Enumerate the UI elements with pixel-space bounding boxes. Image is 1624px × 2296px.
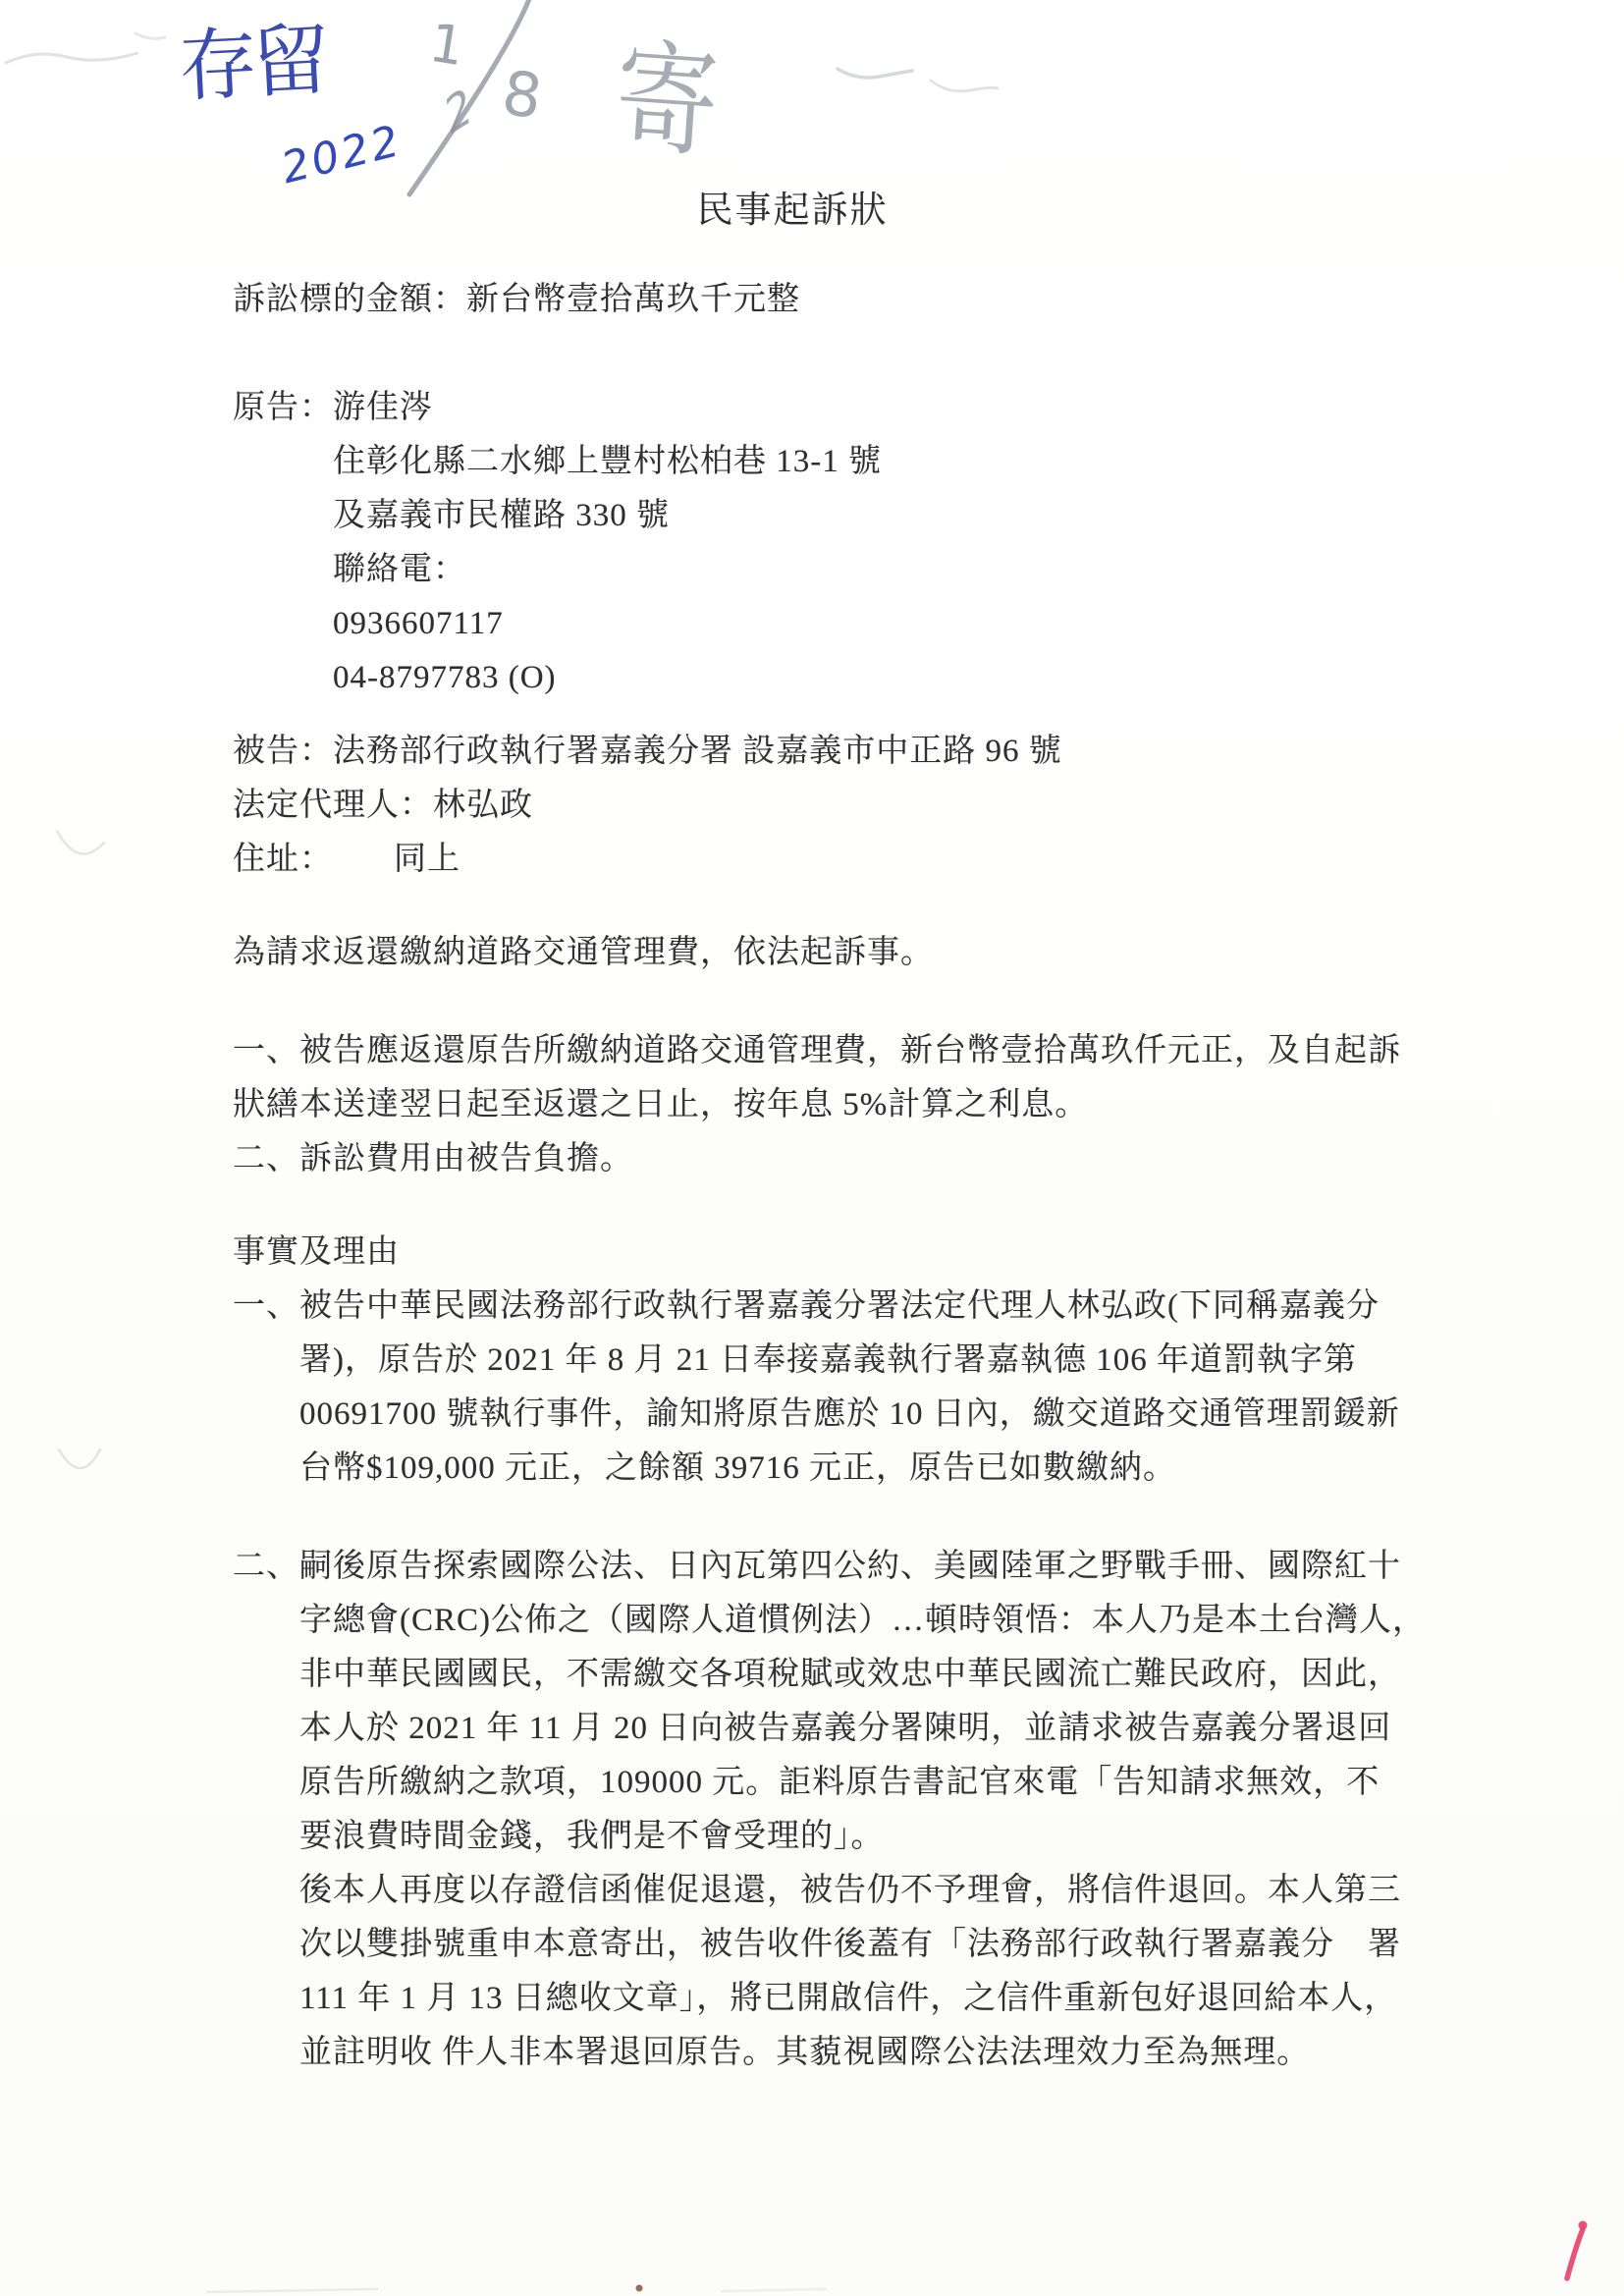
claim-item1-line2: 狀繕本送達翌日起至返還之日止，按年息 5%計算之利息。 [233, 1087, 1089, 1122]
fact2-line1: 二、嗣後原告探索國際公法、日內瓦第四公約、美國陸軍之野戰手冊、國際紅十 [233, 1549, 1401, 1584]
pencil-squiggle-icon [838, 69, 912, 78]
plaintiff-contact-label: 聯絡電： [333, 552, 466, 587]
pencil-scribble-icon [135, 33, 165, 38]
scan-edge-dash [206, 2289, 378, 2292]
cause-of-action-line: 為請求返還繳納道路交通管理費，依法起訴事。 [233, 935, 934, 970]
handwriting-date-numerator: 1 [425, 11, 469, 79]
red-pen-dot [1579, 2221, 1588, 2230]
paper-crease-arc [57, 831, 104, 854]
document-title: 民事起訴狀 [696, 191, 889, 231]
handwriting-send-character: 寄 [611, 27, 723, 175]
defendant-address-line [233, 836, 1470, 883]
plaintiff-phone-mobile: 0936607117 [333, 606, 504, 641]
fact2-line2: 字總會(CRC)公佈之（國際人道慣例法）…頓時領悟：本人乃是本土台灣人， [299, 1603, 1427, 1638]
fact1-line1: 一、被告中華民國法務部行政執行署嘉義分署法定代理人林弘政(下同稱嘉義分 [233, 1288, 1380, 1324]
pencil-squiggle-icon [931, 81, 998, 91]
fact1-line4: 台幣$109,000 元正，之餘額 39716 元正，原告已如數繳納。 [299, 1450, 1176, 1486]
handwriting-date-digit-8: 8 [498, 56, 547, 134]
plaintiff-address2: 及嘉義市民權路 330 號 [333, 498, 670, 533]
paper-crease-arc [59, 1449, 100, 1468]
defendant-representative-line: 法定代理人：林弘政 [233, 788, 533, 823]
red-pen-stroke [1567, 2229, 1583, 2278]
fact2-line3: 非中華民國國民，不需繳交各項稅賦或效忠中華民國流亡難民政府，因此， [299, 1657, 1401, 1692]
plaintiff-phone-office: 04-8797783 (O) [333, 660, 557, 695]
defendant-address-value: 同上 [394, 842, 460, 877]
handwriting-date-digit-2: 2 [442, 74, 475, 148]
fact2-line6: 要浪費時間金錢，我們是不會受理的」。 [299, 1819, 885, 1854]
fact2-line8: 次以雙掛號重申本意寄出，被告收件後蓋有「法務部行政執行署嘉義分 署 [299, 1927, 1401, 1962]
fact2-line4: 本人於 2021 年 11 月 20 日向被告嘉義分署陳明，並請求被告嘉義分署退回 [299, 1711, 1392, 1746]
ink-speck [636, 2285, 643, 2292]
claim-item2-line1: 二、訴訟費用由被告負擔。 [233, 1141, 633, 1176]
claim-amount-line: 訴訟標的金額：新台幣壹拾萬玖千元整 [233, 282, 800, 317]
defendant-address-label: 住址： [233, 842, 333, 877]
fact2-line5: 原告所繳納之款項，109000 元。詎料原告書記官來電「告知請求無效，不 [299, 1765, 1380, 1800]
plaintiff-name-line: 原告：游佳涔 [233, 390, 433, 425]
plaintiff-address1: 住彰化縣二水鄉上豐村松柏巷 13-1 號 [333, 444, 882, 479]
fact2-line9: 111 年 1 月 13 日總收文章」，將已開啟信件，之信件重新包好退回給本人， [299, 1981, 1398, 2016]
scan-edge-dash [722, 2289, 827, 2291]
fact1-line3: 00691700 號執行事件，諭知將原告應於 10 日內，繳交道路交通管理罰鍰新 [299, 1396, 1400, 1432]
defendant-name-line: 被告：法務部行政執行署嘉義分署 設嘉義市中正路 96 號 [233, 734, 1062, 769]
facts-heading: 事實及理由 [233, 1234, 400, 1270]
pencil-scribble-icon [6, 53, 137, 63]
handwriting-year-note: 2022 [276, 115, 407, 194]
claim-item1-line1: 一、被告應返還原告所繳納道路交通管理費，新台幣壹拾萬玖仟元正，及自起訴 [233, 1033, 1401, 1068]
fact2-line7: 後本人再度以存證信函催促退還，被告仍不予理會，將信件退回。本人第三 [299, 1873, 1401, 1908]
handwriting-keep-note: 存留 [177, 14, 327, 113]
fact2-line10: 並註明收 件人非本署退回原告。其藐視國際公法法理效力至為無理。 [299, 2035, 1311, 2070]
fact1-line2: 署)，原告於 2021 年 8 月 21 日奉接嘉義執行署嘉執德 106 年道罰執字第 [299, 1342, 1357, 1378]
